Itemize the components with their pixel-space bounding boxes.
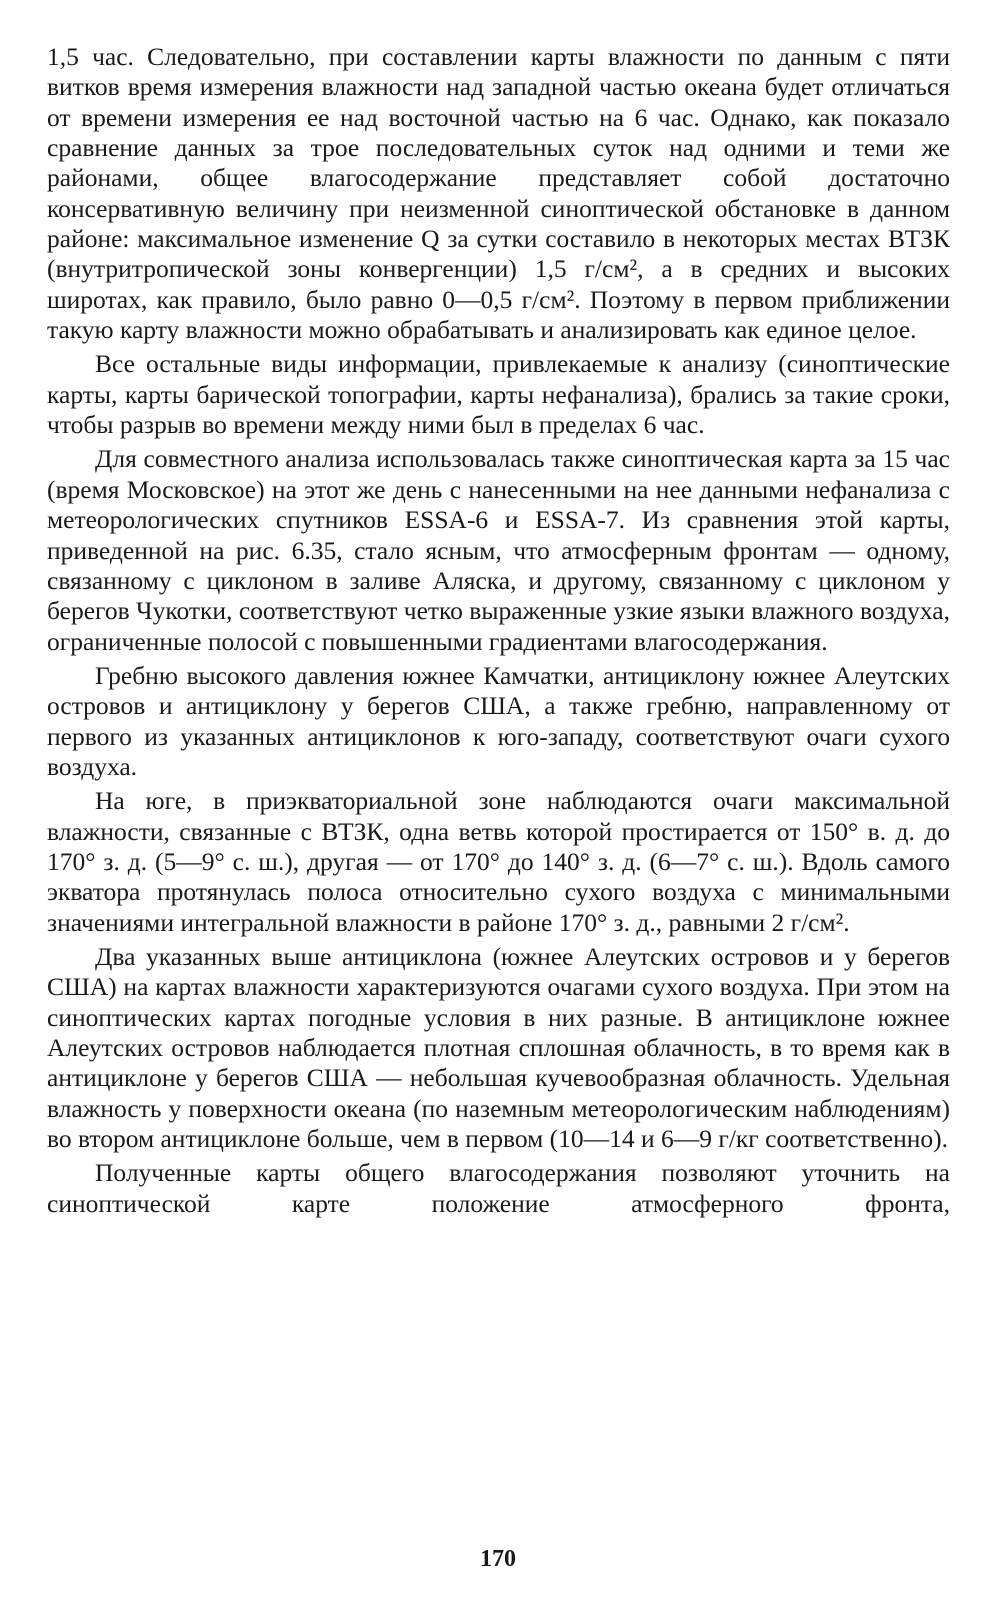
paragraph-6: Два указанных выше антициклона (южнее Алеутских островов и у берегов США) на картах влажности характеризуются очагами сухого воздуха. При этом на синоптических картах погодные условия в них разные. В антициклоне южнее Алеутских островов наблюдается плотная сплошная облачность, в то время как в антициклоне у берегов США — небольшая кучевообразная облачность. Удельная влажность у поверхности океана (по наземным метеорологическим наблюдениям) во втором антициклоне больше, чем в первом (10—14 и 6—9 г/кг соответственно). (47, 941, 950, 1154)
page-number: 170 (480, 1546, 516, 1572)
body-text (47, 42, 950, 1223)
paragraph-5: На юге, в приэкваториальной зоне наблюдаются очаги максимальной влажности, связанные с ВТЗК, одна ветвь которой простирается от 150° в. д. до 170° з. д. (5—9° с. ш.), другая — от 170° до 140° з. д. (6—7° с. ш.). Вдоль самого экватора протянулась полоса относительно сухого воздуха с минимальными значениями интегральной влажности в районе 170° з. д., равными 2 г/см². (47, 786, 950, 937)
paragraph-3: Для совместного анализа использовалась также синоптическая карта за 15 час (время Московское) на этот же день с нанесенными на нее данными нефанализа с метеорологических спутников ESSA-6 и ESSA-7. Из сравнения этой карты, приведенной на рис. 6.35, стало ясным, что атмосферным фронтам — одному, связанному с циклоном в заливе Аляска, и другому, связанному с циклоном у берегов Чукотки, соответствуют четко выраженные узкие языки влажного воздуха, ограниченные полосой с повышенными градиентами влагосодержания. (47, 444, 950, 656)
paragraph-7: Полученные карты общего влагосодержания позволяют уточнить на синоптической карте положение атмосферного фронта, (47, 1158, 950, 1218)
paragraph-1: 1,5 час. Следовательно, при составлении карты влажности по данным с пяти витков время измерения влажности над западной частью океана будет отличаться от времени измерения ее над восточной частью на 6 час. Однако, как показало сравнение данных за трое последовательных суток над одними и теми же районами, общее влагосодержание представляет собой достаточно консервативную величину при неизменной синоптической обстановке в данном районе: максимальное изменение Q за сутки составило в некоторых местах ВТЗК (внутритропической зоны конвергенции) 1,5 г/см², а в средних и высоких широтах, как правило, было равно 0—0,5 г/см². Поэтому в первом приближении такую карту влажности можно обрабатывать и анализировать как единое целое. (47, 42, 950, 345)
paragraph-4: Гребню высокого давления южнее Камчатки, антициклону южнее Алеутских островов и антициклону у берегов США, а также гребню, направленному от первого из указанных антициклонов к юго-западу, соответствуют очаги сухого воздуха. (47, 660, 950, 781)
paragraph-2: Все остальные виды информации, привлекаемые к анализу (синоптические карты, карты барической топографии, карты нефанализа), брались за такие сроки, чтобы разрыв во времени между ними был в пределах 6 час. (47, 349, 950, 440)
